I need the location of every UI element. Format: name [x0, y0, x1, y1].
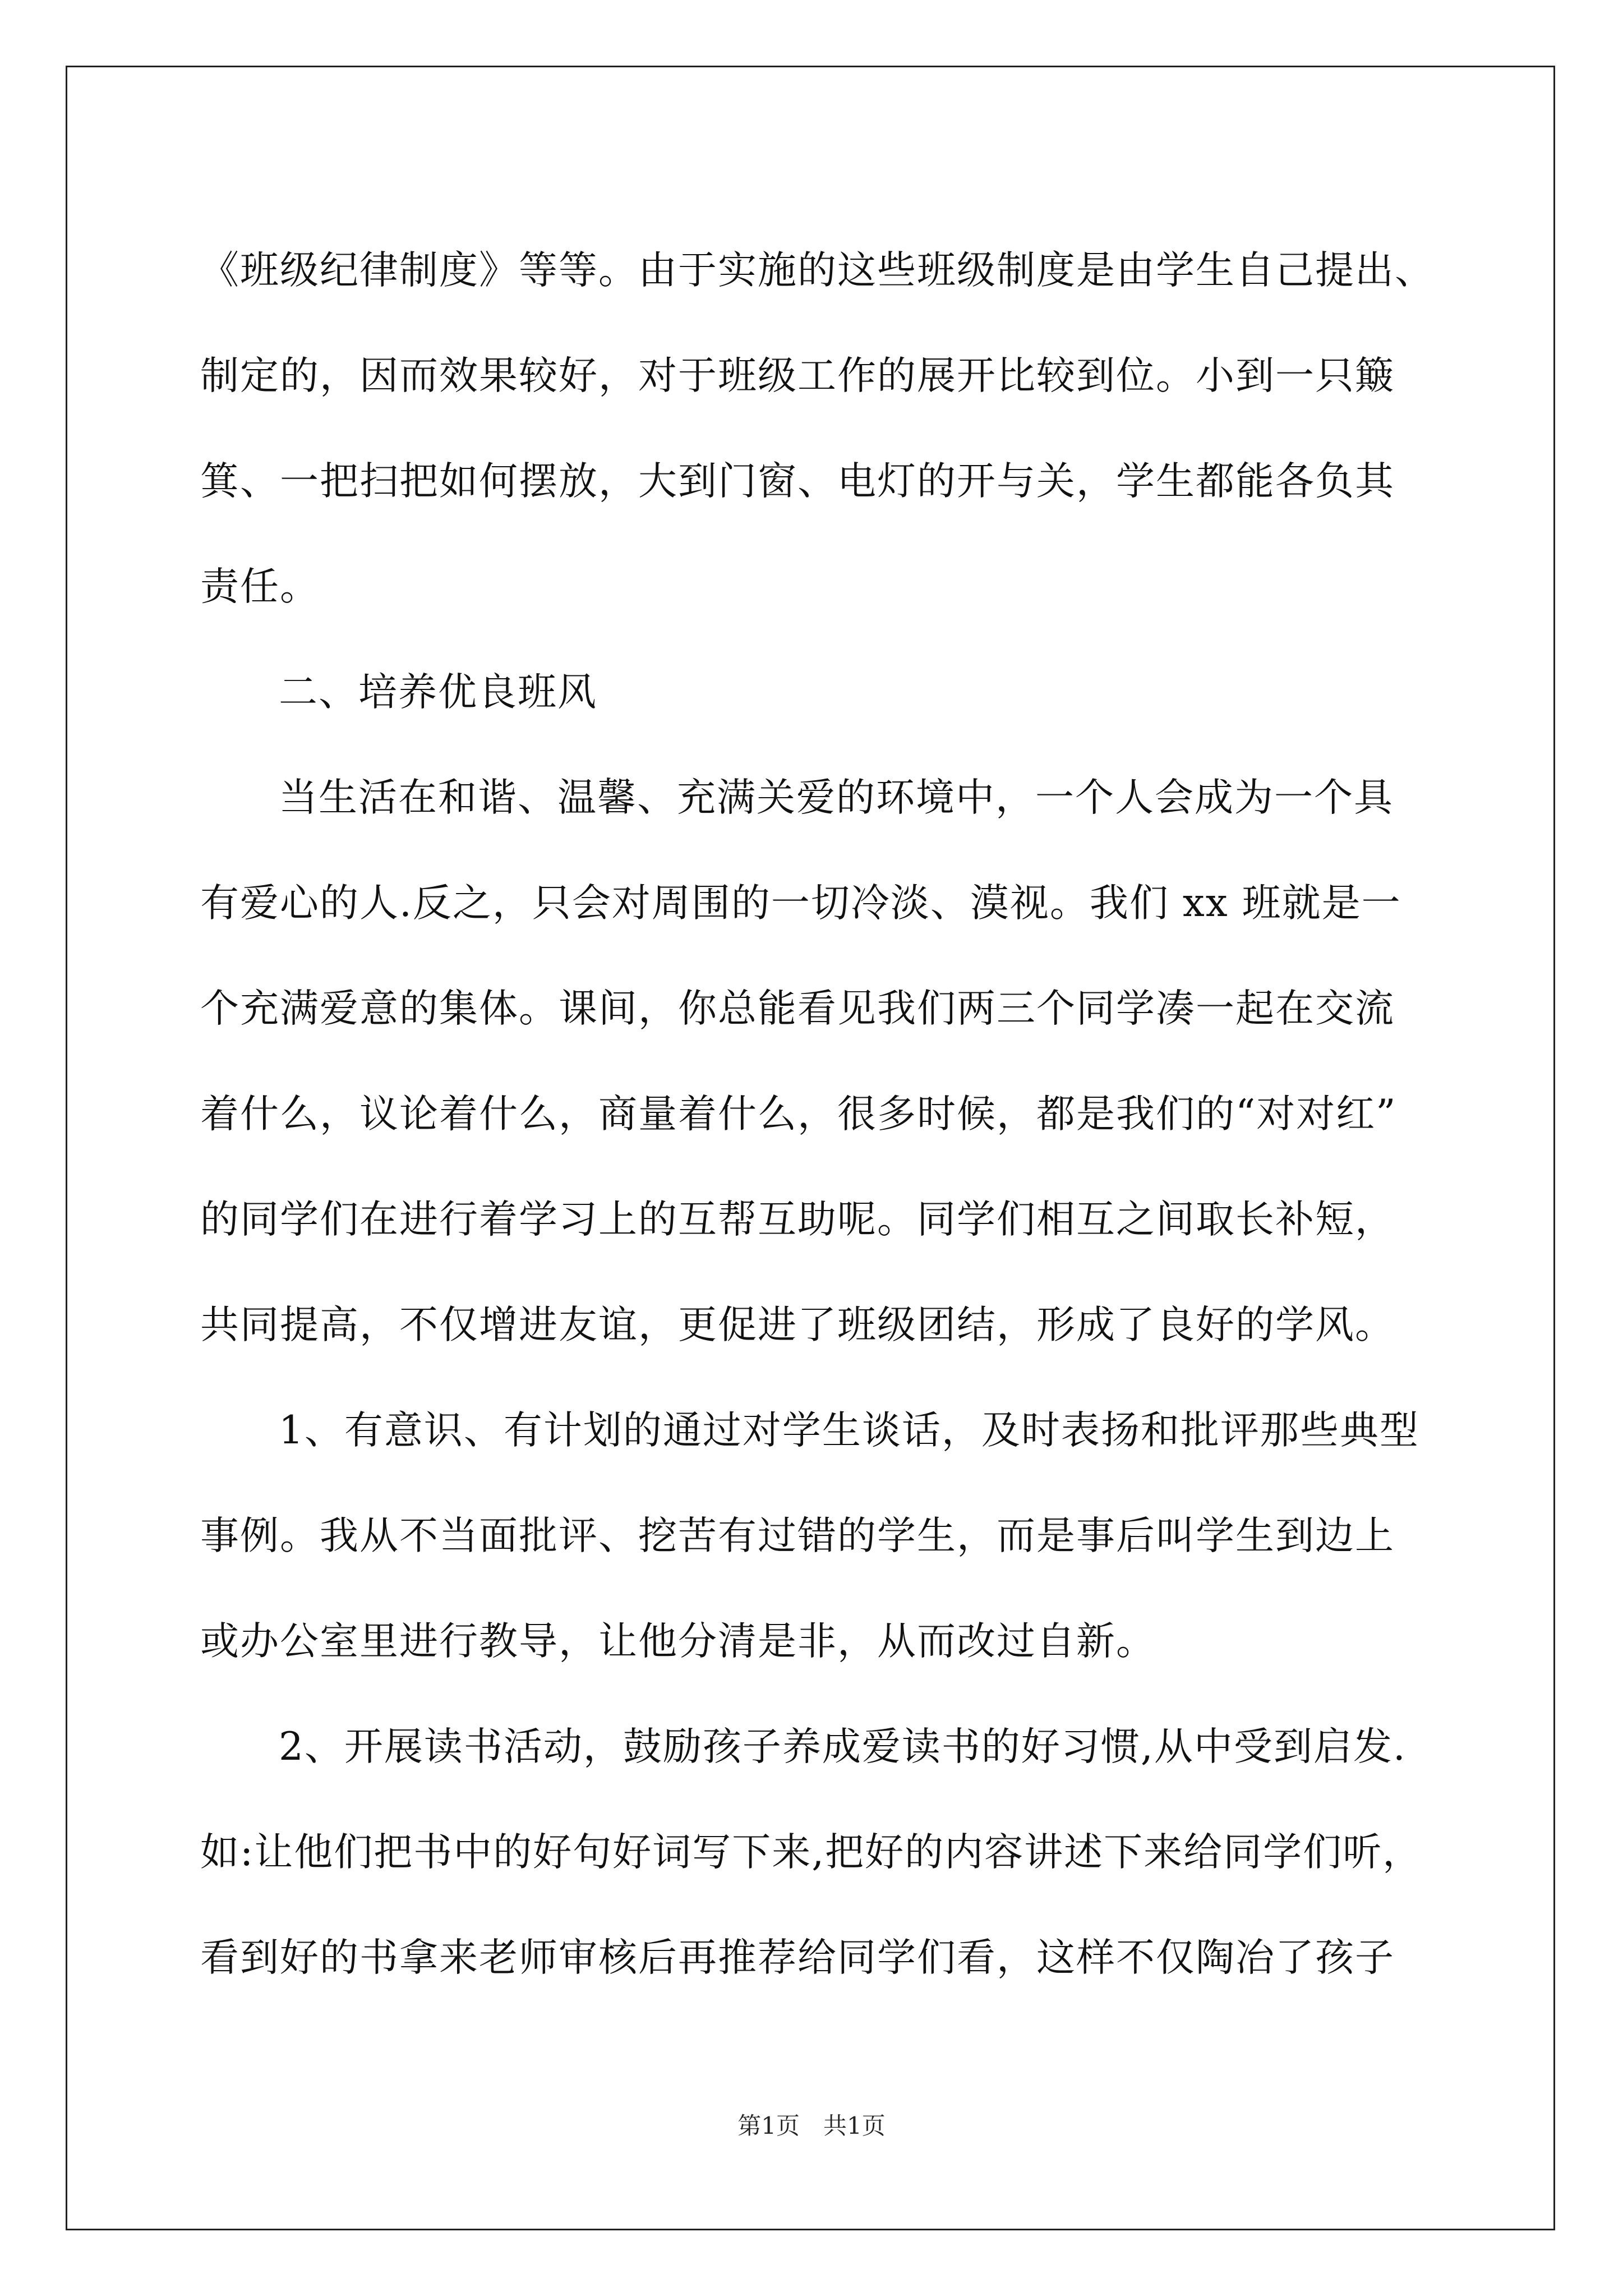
- text-line: 箕、一把扫把如何摆放，大到门窗、电灯的开与关，学生都能各负其: [200, 459, 1395, 504]
- text-line: 2、开展读书活动，鼓励孩子养成爱读书的好习惯,从中受到启发.: [279, 1724, 1407, 1769]
- text-line: 看到好的书拿来老师审核后再推荐给同学们看，这样不仅陶冶了孩子: [200, 1935, 1395, 1980]
- text-line: 《班级纪律制度》等等。由于实施的这些班级制度是由学生自己提出、: [200, 248, 1435, 293]
- text-line: 如:让他们把书中的好句好词写下来,把好的内容讲述下来给同学们听，: [200, 1830, 1423, 1875]
- document-body: [200, 218, 1435, 2010]
- text-line: 个充满爱意的集体。课间，你总能看见我们两三个同学凑一起在交流: [200, 986, 1395, 1031]
- section-heading: 二、培养优良班风: [279, 670, 597, 715]
- text-line: 共同提高，不仅增进友谊，更促进了班级团结，形成了良好的学风。: [200, 1303, 1395, 1347]
- text-line: 或办公室里进行教导，让他分清是非，从而改过自新。: [200, 1619, 1156, 1664]
- text-line: 责任。: [200, 564, 320, 609]
- text-line: 有爱心的人.反之，只会对周围的一切冷淡、漠视。我们 xx 班就是一: [200, 881, 1401, 926]
- text-line: 的同学们在进行着学习上的互帮互助呢。同学们相互之间取长补短，: [200, 1197, 1395, 1242]
- page-number: 第1页 共1页: [737, 2112, 886, 2139]
- text-line: 着什么，议论着什么，商量着什么，很多时候，都是我们的“对对红”: [200, 1092, 1397, 1137]
- text-line: 当生活在和谐、温馨、充满关爱的环境中，一个人会成为一个具: [279, 775, 1394, 820]
- text-line: 1、有意识、有计划的通过对学生谈话，及时表扬和批评那些典型: [279, 1408, 1419, 1453]
- text-line: 事例。我从不当面批评、挖苦有过错的学生，而是事后叫学生到边上: [200, 1513, 1395, 1558]
- text-line: 制定的，因而效果较好，对于班级工作的展开比较到位。小到一只簸: [200, 353, 1395, 398]
